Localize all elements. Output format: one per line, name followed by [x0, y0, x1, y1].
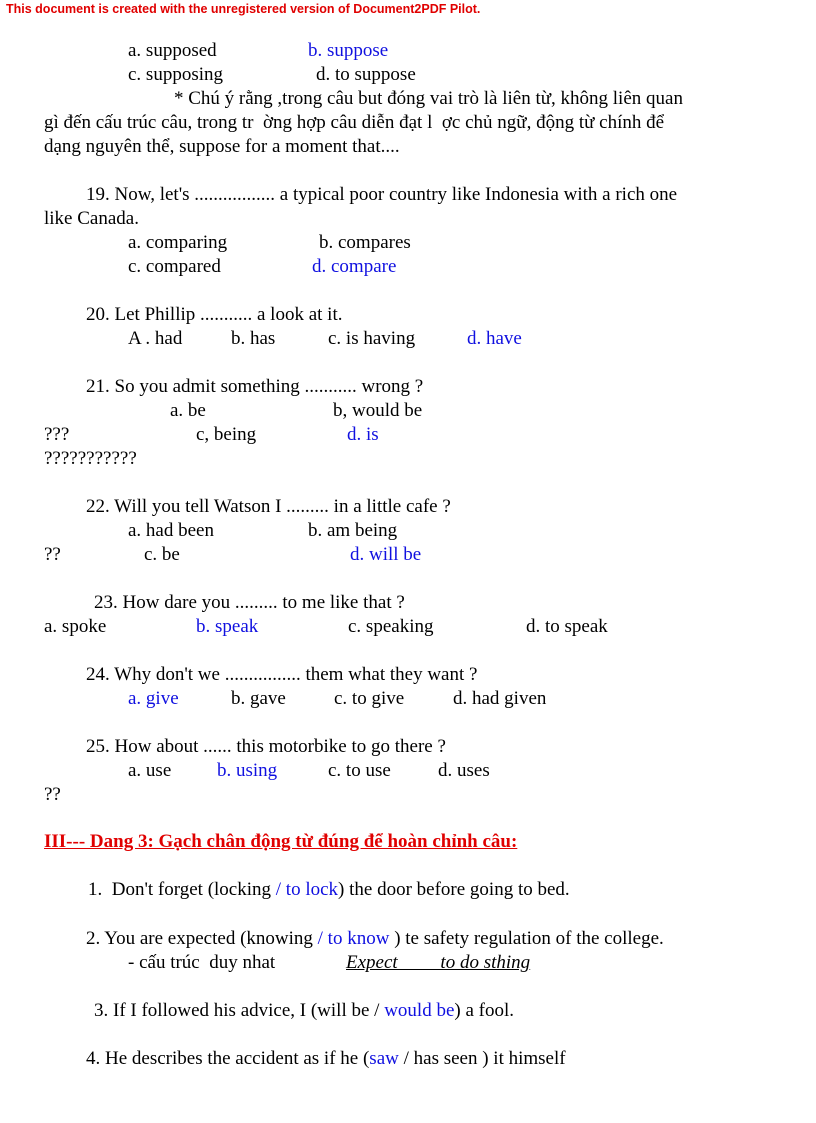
q22-option-a: a. had been [128, 520, 214, 541]
q20-option-b: b. has [231, 328, 276, 349]
q25-option-b: b. using [217, 760, 278, 781]
q25-option-d: d. uses [438, 760, 490, 781]
q25-option-a: a. use [128, 760, 172, 781]
s3-s4-answer: saw [369, 1048, 399, 1069]
q18-option-c: c. supposing [128, 64, 223, 85]
q18-note-line2: gì đến cấu trúc câu, trong tr ờng hợp câu diễn đạt l ợc chủ ngữ, động từ chính để [44, 112, 665, 133]
unregistered-banner: This document is created with the unregistered version of Document2PDF Pilot. [6, 2, 481, 16]
q22-question-marks: ?? [44, 544, 61, 565]
q19-option-c: c. compared [128, 256, 221, 277]
q22-option-d: d. will be [350, 544, 422, 565]
q24-option-a: a. give [128, 688, 179, 709]
q18-note-line1: * Chú ý rằng ,trong câu but đóng vai trò là liên từ, không liên quan [174, 88, 683, 109]
s3-s3-post: ) a fool. [454, 1000, 515, 1021]
q23-stem: 23. How dare you ......... to me like that ? [94, 592, 405, 613]
s3-s4-pre: 4. He describes the accident as if he ( [86, 1048, 370, 1069]
q18-note-line3: dạng nguyên thể, suppose for a moment that.... [44, 136, 400, 157]
s3-s4-post: / has seen ) it himself [398, 1048, 566, 1069]
q19-option-b: b. compares [319, 232, 411, 253]
q24-option-c: c. to give [334, 688, 405, 709]
s3-sentence-3 [94, 999, 514, 1023]
q19-stem-line2: like Canada. [44, 208, 139, 229]
q25-stem: 25. How about ...... this motorbike to go there ? [86, 736, 446, 757]
q20-option-a: A . had [128, 328, 183, 349]
q18-option-a: a. supposed [128, 40, 217, 61]
s3-s3-pre: 3. If I followed his advice, I (will be / [94, 1000, 385, 1021]
s3-s1-answer: / to lock [275, 879, 339, 900]
q19-option-d: d. compare [312, 256, 397, 277]
q21-question-marks-2: ??????????? [44, 448, 137, 469]
s3-sentence-2 [86, 927, 664, 951]
q21-option-c: c, being [196, 424, 257, 445]
q24-option-b: b. gave [231, 688, 286, 709]
q18-option-d: d. to suppose [316, 64, 416, 85]
q21-option-a: a. be [170, 400, 206, 421]
s3-sentence-4 [86, 1047, 566, 1071]
s3-s2-note: - cấu trúc duy nhat [128, 952, 276, 973]
q21-question-marks: ??? [44, 424, 70, 445]
q18-option-b: b. suppose [308, 40, 389, 61]
q19-option-a: a. comparing [128, 232, 228, 253]
q21-option-d: d. is [347, 424, 379, 445]
q23-option-a: a. spoke [44, 616, 107, 637]
q23-option-d: d. to speak [526, 616, 608, 637]
q20-option-d: d. have [467, 328, 522, 349]
s3-s1-post: ) the door before going to bed. [338, 879, 570, 900]
s3-s2-pre: 2. You are expected (knowing [86, 928, 318, 949]
s3-sentence-1 [88, 878, 570, 902]
q22-option-c: c. be [144, 544, 180, 565]
q20-option-c: c. is having [328, 328, 416, 349]
q21-option-b: b, would be [333, 400, 423, 421]
s3-s2-expect: Expect to do sthing [346, 952, 531, 973]
q23-option-c: c. speaking [348, 616, 434, 637]
q23-option-b: b. speak [196, 616, 259, 637]
q24-stem: 24. Why don't we ................ them what they want ? [86, 664, 478, 685]
s3-s3-answer: would be [384, 1000, 455, 1021]
q22-stem: 22. Will you tell Watson I ......... in a little cafe ? [86, 496, 451, 517]
q19-stem-line1: 19. Now, let's ................. a typical poor country like Indonesia with a rich one [86, 184, 678, 205]
q25-question-marks: ?? [44, 784, 61, 805]
q25-option-c: c. to use [328, 760, 391, 781]
s3-s2-answer: / to know [317, 928, 390, 949]
s3-s2-post: ) te safety regulation of the college. [389, 928, 664, 949]
q22-option-b: b. am being [308, 520, 398, 541]
section-3-heading: III--- Dang 3: Gạch chân động từ đúng để hoàn chỉnh câu: [44, 831, 518, 852]
q20-stem: 20. Let Phillip ........... a look at it. [86, 304, 343, 325]
q24-option-d: d. had given [453, 688, 547, 709]
s3-s1-pre: 1. Don't forget (locking [88, 879, 276, 900]
q21-stem: 21. So you admit something ........... wrong ? [86, 376, 424, 397]
